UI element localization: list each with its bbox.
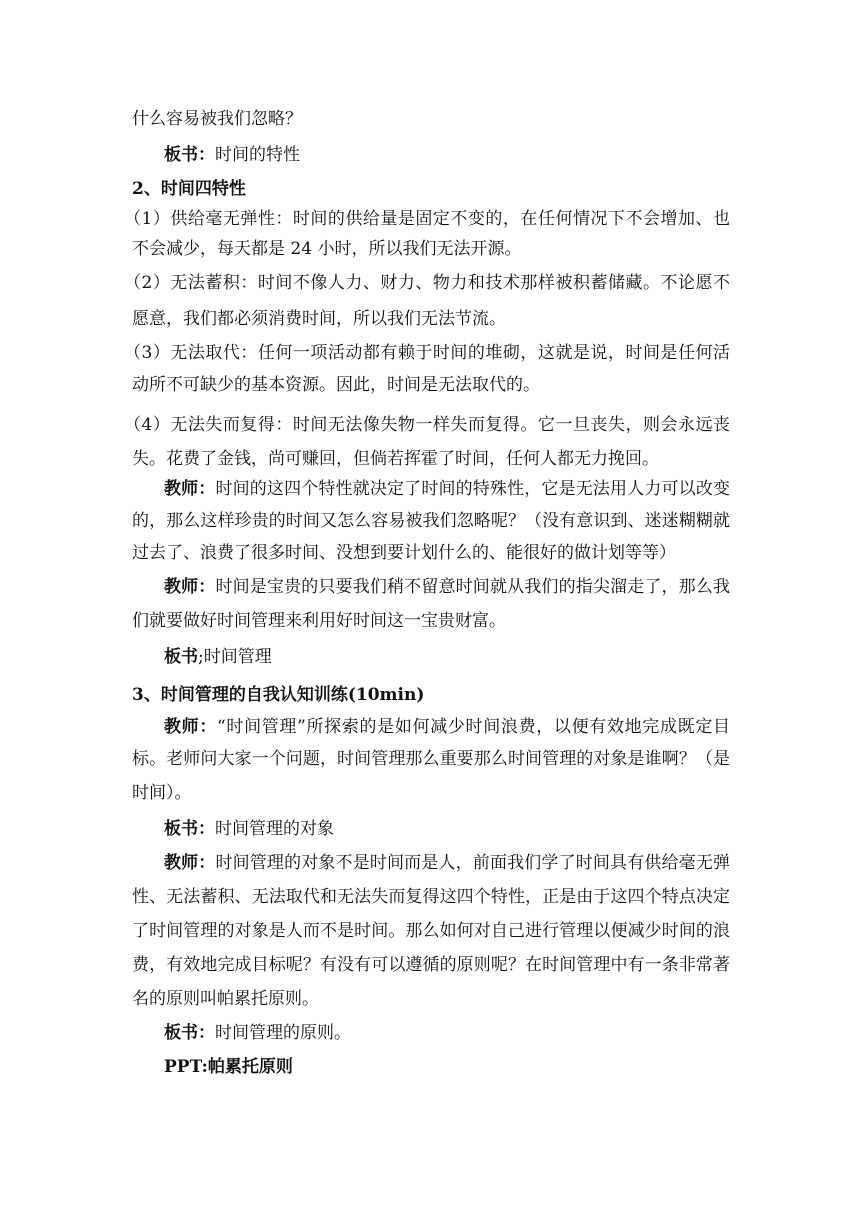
teacher-line: 教师：时间管理的对象不是时间而是人，前面我们学了时间具有供给毫无弹 <box>164 853 730 873</box>
teacher-label: 教师： <box>164 479 216 499</box>
board-text: 时间管理的对象 <box>215 819 334 839</box>
ppt-note <box>164 1056 293 1078</box>
text-line: 们就要做好时间管理来利用好时间这一宝贵财富。 <box>132 611 506 631</box>
board-label: 板书： <box>164 145 215 165</box>
text-line: 了时间管理的对象是人而不是时间。那么如何对自己进行管理以便减少时间的浪 <box>132 921 730 941</box>
ppt-label: PPT: <box>164 1057 208 1077</box>
text-line: 动所不可缺少的基本资源。因此，时间是无法取代的。 <box>132 375 540 395</box>
text-line: 愿意，我们都必须消费时间，所以我们无法节流。 <box>132 309 506 329</box>
text-line: 标。老师问大家一个问题，时间管理那么重要那么时间管理的对象是谁啊？（是 <box>132 749 730 769</box>
teacher-line: 教师：时间的这四个特性就决定了时间的特殊性，它是无法用人力可以改变 <box>164 479 730 499</box>
ppt-text: 帕累托原则 <box>207 1057 293 1077</box>
text-line: 过去了、浪费了很多时间、没想到要计划什么的、能很好的做计划等等） <box>132 543 676 563</box>
board-label: 板书： <box>164 819 215 839</box>
board-note <box>164 144 300 166</box>
text-line: 不会减少，每天都是 24 小时，所以我们无法开源。 <box>132 239 522 259</box>
teacher-line: 教师：时间是宝贵的只要我们稍不留意时间就从我们的指尖溜走了，那么我 <box>164 577 730 597</box>
board-text: 时间的特性 <box>215 145 300 165</box>
board-label: 板书： <box>164 1023 215 1043</box>
teacher-label: 教师： <box>164 577 216 597</box>
text-line: 性、无法蓄积、无法取代和无法失而复得这四个特性，正是由于这四个特点决定 <box>132 887 730 907</box>
board-note <box>164 818 334 840</box>
board-text: ;时间管理 <box>198 647 272 667</box>
teacher-label: 教师： <box>164 853 216 873</box>
board-label: 板书 <box>164 647 198 667</box>
teacher-line: 教师：“时间管理”所探索的是如何减少时间浪费，以便有效地完成既定目 <box>164 717 730 737</box>
text-line: （2）无法蓄积：时间不像人力、财力、物力和技术那样被积蓄储藏。不论愿不 <box>124 273 730 293</box>
board-note <box>164 1022 351 1044</box>
section-heading-3: 3、时间管理的自我认知训练(10min) <box>132 685 425 705</box>
teacher-label: 教师： <box>164 717 218 737</box>
text-line: （4）无法失而复得：时间无法像失物一样失而复得。它一旦丧失，则会永远丧 <box>124 415 730 435</box>
text-line: 名的原则叫帕累托原则。 <box>132 989 319 1009</box>
text-line: 失。花费了金钱，尚可赚回，但倘若挥霍了时间，任何人都无力挽回。 <box>132 449 659 469</box>
text-line: 的，那么这样珍贵的时间又怎么容易被我们忽略呢？（没有意识到、迷迷糊糊就 <box>132 511 730 531</box>
text-line: 费，有效地完成目标呢？有没有可以遵循的原则呢？在时间管理中有一条非常著 <box>132 955 730 975</box>
text-line: 什么容易被我们忽略？ <box>132 109 302 129</box>
board-note <box>164 646 272 668</box>
text-line: （1）供给毫无弹性：时间的供给量是固定不变的，在任何情况下不会增加、也 <box>124 209 730 229</box>
board-text: 时间管理的原则。 <box>215 1023 351 1043</box>
text-line: 时间）。 <box>132 783 192 803</box>
section-heading-2: 2、时间四特性 <box>132 179 246 199</box>
text-line: （3）无法取代：任何一项活动都有赖于时间的堆砌，这就是说，时间是任何活 <box>124 343 730 363</box>
